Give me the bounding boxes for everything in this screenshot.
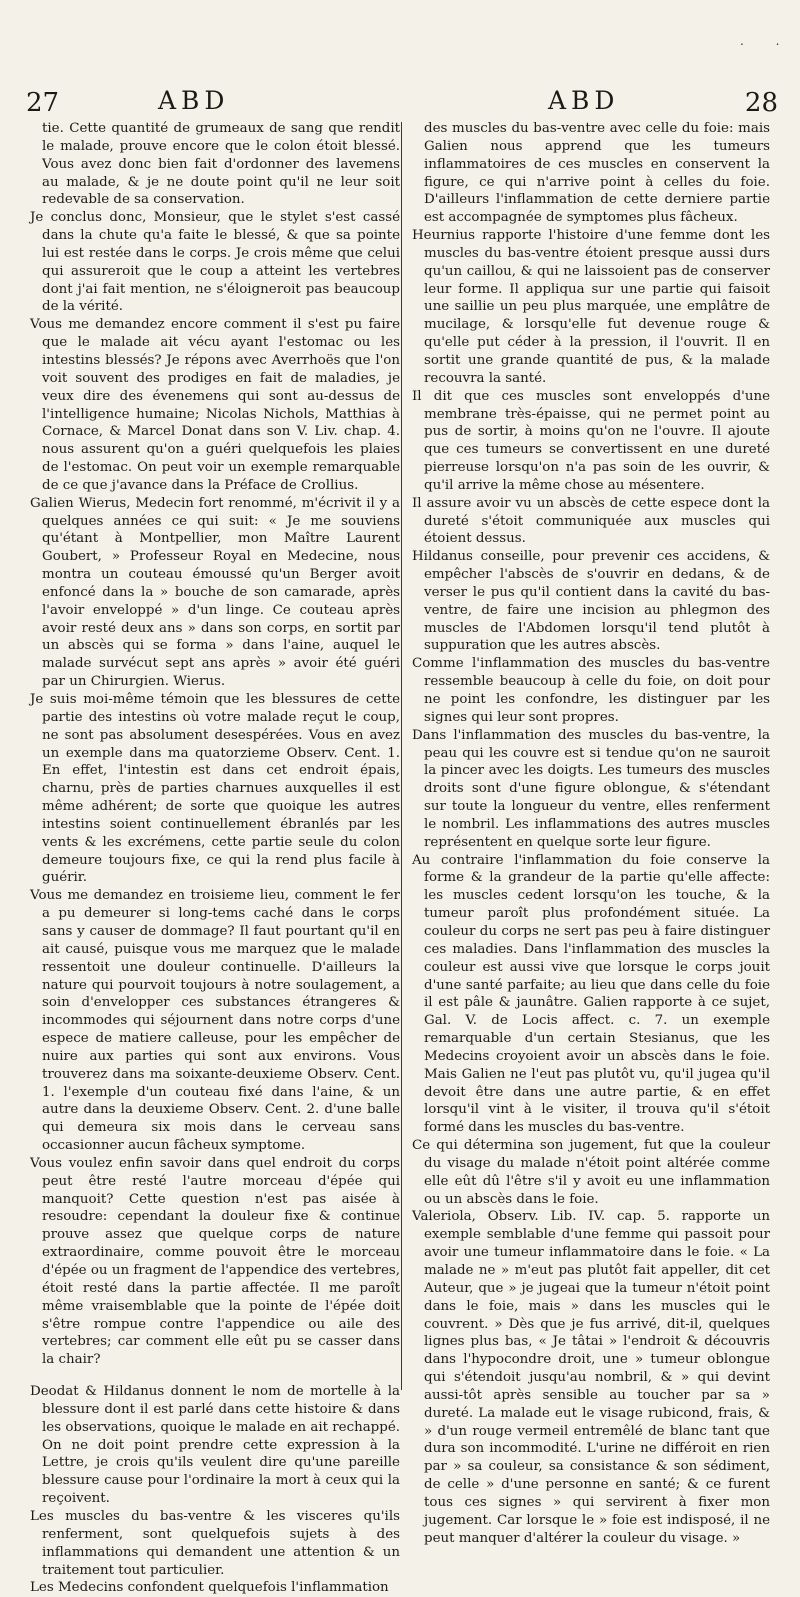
paragraph: Deodat & Hildanus donnent le nom de mortelle à la blessure dont il est parlé dans cette histoire & dans les observations, quoique le malade en ait rechappé. On ne doit point prendre cette expression à la Lettre, je crois qu'ils veulent dire qu'une pareille blessure cause pour l'ordinaire la mort à ceux qui la reçoivent.: [30, 1384, 400, 1507]
page-number-right: 28: [744, 88, 778, 118]
running-head-left: ABD: [158, 86, 230, 115]
paragraph: Comme l'inflammation des muscles du bas-ventre ressemble beaucoup à celle du foie, on doit pour ne point les confondre, les distinguer par les signes qui leur sont propres.: [412, 656, 770, 725]
paragraph: Je suis moi-même témoin que les blessures de cette partie des intestins où votre malade reçut le coup, ne sont pas absolument desespérées. Vous en avez un exemple dans ma quatorzieme Observ. Cent. 1. En effet, l'intestin est dans cet endroit épais, charnu, près de parties charnues auxquelles il est même adhérent; de sorte que quoique les autres intestins soient continuellement ébranlés par les vents & les excrémens, cette partie seule du colon demeure toujours fixe, ce qui la rend plus facile à guérir.: [30, 692, 400, 886]
paragraph: Les Medecins confondent quelquefois l'inflammation: [30, 1580, 389, 1596]
right-column: [412, 120, 770, 1546]
paragraph: Hildanus conseille, pour prevenir ces accidens, & empêcher l'abscès de s'ouvrir en dedans, & de verser le pus qu'il contient dans la cavité du bas-ventre, de faire une incision au phlegmon des muscles de l'Abdomen lorsqu'il tend plutôt à suppuration que les autres abscès.: [412, 549, 770, 654]
paragraph: Vous voulez enfin savoir dans quel endroit du corps peut être resté l'autre morceau d'épée qui manquoit? Cette question n'est pas aisée à resoudre: cependant la douleur fixe & continue prouve assez que quelque corps de nature extraordinaire, comme pouvoit être le morceau d'épée ou un fragment de l'appendice des vertebres, étoit resté dans la partie affectée. Il me paroît même vraisemblable que la pointe de l'épée doit s'être rompue contre l'appendice ou aile des vertebres; car comment elle eût pu se casser dans la chair?: [30, 1155, 400, 1368]
paragraph: Vous me demandez en troisieme lieu, comment le fer a pu demeurer si long-tems caché dans le corps sans y causer de dommage? Il faut pourtant qu'il en ait causé, puisque vous me marquez que le malade ressentoit une douleur continuelle. D'ailleurs la nature qui pourvoit toujours à notre soulagement, a soin d'envelopper ces substances étrangeres & incommodes qui séjournent dans notre corps d'une espece de matiere calleuse, pour les empêcher de nuire aux parties qui sont aux environs. Vous trouverez dans ma soixante-deuxieme Observ. Cent. 1. l'exemple d'un couteau fixé dans l'aine, & un autre dans la deuxieme Observ. Cent. 2. d'une balle qui demeura six mois dans le cerveau sans occasionner aucun fâcheux symptome.: [30, 888, 400, 1154]
top-marks: . .: [740, 34, 794, 48]
paragraph: des muscles du bas-ventre avec celle du foie: mais Galien nous apprend que les tumeurs inflammatoires de ces muscles en conservent la figure, ce qui n'arrive point à celles du foie. D'ailleurs l'inflammation de cette derniere partie est accompagnée de symptomes plus fâcheux.: [424, 121, 770, 226]
running-head-right: ABD: [548, 86, 620, 115]
paragraph: Je conclus donc, Monsieur, que le stylet s'est cassé dans la chute qu'a faite le blessé, & que sa pointe lui est restée dans le corps. Je crois même que celui qui assureroit que le coup a atteint les vertebres dont j'ai fait mention, ne s'éloigneroit pas beaucoup de la vérité.: [30, 210, 400, 315]
paragraph: Galien Wierus, Medecin fort renommé, m'écrivit il y a quelques années ce qui suit: « Je me souviens qu'étant à Montpellier, mon Maître Laurent Goubert, » Professeur Royal en Medecine, nous montra un couteau émoussé qu'un Berger avoit enfoncé dans la » bouche de son camarade, après l'avoir enveloppé » d'un linge. Ce couteau après avoir resté deux ans » dans son corps, en sortit par un abscès qui se forma » dans l'aine, auquel le malade survécut sept ans après » avoir été guéri par un Chirurgien. Wierus.: [30, 495, 400, 690]
paragraph: Dans l'inflammation des muscles du bas-ventre, la peau qui les couvre est si tendue qu'on ne sauroit la pincer avec les doigts. Les tumeurs des muscles droits sont d'une figure oblongue, & s'étendant sur toute la longueur du ventre, elles renferment le nombril. Les inflammations des autres muscles représentent en quelque sorte leur figure.: [412, 727, 770, 850]
left-column: [30, 120, 400, 1596]
paragraph: Vous me demandez encore comment il s'est pu faire que le malade ait vécu ayant l'estomac ou les intestins blessés? Je répons avec Averrhoës que l'on voit souvent des prodiges en fait de maladies, je veux dire des évenemens qui sont au-dessus de l'intelligence humaine; Nicolas Nichols, Matthias à Cornace, & Marcel Donat dans son V. Liv. chap. 4. nous assurent qu'on a guéri quelquefois les plaies de l'estomac. On peut voir un exemple remarquable de ce que j'avance dans la Préface de Crollius.: [30, 317, 400, 493]
paragraph: Il dit que ces muscles sont enveloppés d'une membrane très-épaisse, qui ne permet point au pus de sortir, à moins qu'on ne l'ouvre. Il ajoute que ces tumeurs se convertissent en une dureté pierreuse lorsqu'on n'a pas soin de les ouvrir, & qu'il arrive la même chose au mésentere.: [412, 388, 770, 493]
paragraph: Au contraire l'inflammation du foie conserve la forme & la grandeur de la partie qu'elle affecte: les muscles cedent lorsqu'on les touche, & la tumeur paroît plus profondément située. La couleur du corps ne sert pas peu à faire distinguer ces maladies. Dans l'inflammation des muscles la couleur est aussi vive que lorsque le corps jouit d'une santé parfaite; au lieu que dans celle du foie il est pâle & jaunâtre. Galien rapporte à ce sujet, Gal. V. de Locis affect. c. 7. un exemple remarquable d'un certain Stesianus, que les Medecins croyoient avoir un abscès dans le foie. Mais Galien ne l'eut pas plutôt vu, qu'il jugea qu'il devoit être dans une autre partie, & en effet lorsqu'il vint à le visiter, il trouva qu'il s'étoit formé dans les muscles du bas-ventre.: [412, 852, 770, 1136]
paragraph: tie. Cette quantité de grumeaux de sang que rendit le malade, prouve encore que le colon étoit blessé. Vous avez donc bien fait d'ordonner des lavemens au malade, & je ne doute point qu'il ne leur soit redevable de sa conservation.: [42, 121, 400, 208]
paragraph: Heurnius rapporte l'histoire d'une femme dont les muscles du bas-ventre étoient presque aussi durs qu'un caillou, & qui ne laissoient pas de conserver leur forme. Il appliqua sur une partie qui faisoit une saillie un peu plus marquée, une emplâtre de mucilage, & lorsqu'elle fut devenue rouge & qu'elle put céder à la pression, il l'ouvrit. Il en sortit une grande quantité de pus, & la malade recouvra la santé.: [412, 228, 770, 386]
paragraph: Valeriola, Observ. Lib. IV. cap. 5. rapporte un exemple semblable d'une femme qui passoit pour avoir une tumeur inflammatoire dans le foie. « La malade ne » m'eut pas plutôt fait appeller, dit cet Auteur, que » je jugeai que la tumeur n'étoit point dans le foie, mais » dans les muscles qui le couvrent. » Dès que je fus arrivé, dit-il, quelques lignes plus bas, « Je tâtai » l'endroit & découvris dans l'hypocondre droit, une » tumeur oblongue qui s'étendoit jusqu'au nombril, & » qui devint aussi-tôt après sensible au toucher par sa » dureté. La malade eut le visage rubicond, frais, & » d'un rouge vermeil entremêlé de blanc tant que dura son incommodité. L'urine ne différoit en rien par » sa couleur, sa consistance & son sédiment, de celle » d'une personne en santé; & ce furent tous ces signes » qui servirent à fixer mon jugement. Car lorsque le » foie est indisposé, il ne peut manquer d'altérer la couleur du visage. »: [412, 1209, 770, 1546]
paragraph: Il assure avoir vu un abscès de cette espece dont la dureté s'étoit communiquée aux muscles qui étoient dessus.: [412, 495, 770, 547]
paragraph-gap: [30, 1369, 400, 1383]
paragraph: Ce qui détermina son jugement, fut que la couleur du visage du malade n'étoit point altérée comme elle eût dû l'être s'il y avoit eu une inflammation ou un abscès dans le foie.: [412, 1138, 770, 1207]
page-number-left: 27: [26, 88, 60, 118]
paragraph: Les muscles du bas-ventre & les visceres qu'ils renferment, sont quelquefois sujets à des inflammations qui demandent une attention & un traitement tout particulier.: [30, 1508, 400, 1578]
column-rule: [401, 122, 402, 1390]
